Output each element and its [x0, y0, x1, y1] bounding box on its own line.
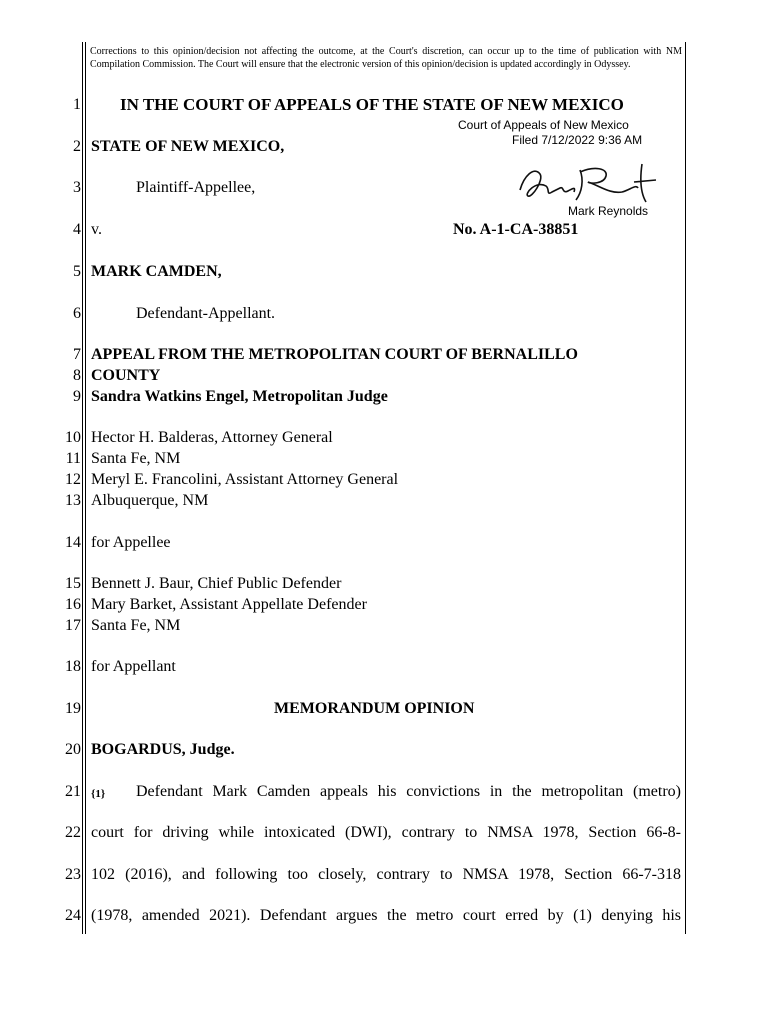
opinion-text-line: 102 (2016), and following too closely, contrary to NMSA 1978, Section 66-7-318	[91, 866, 681, 883]
signature-image	[510, 158, 660, 208]
line-number: 20	[65, 741, 81, 758]
appellee-counsel-line: Hector H. Balderas, Attorney General	[91, 429, 333, 446]
opinion-text-line: Defendant Mark Camden appeals his convictions in the metropolitan (metro)	[136, 783, 681, 800]
line-number: 19	[65, 700, 81, 717]
opinion-author: BOGARDUS, Judge.	[91, 741, 235, 758]
appellee-counsel-line: Santa Fe, NM	[91, 450, 181, 467]
line-number: 5	[73, 263, 81, 280]
defendant-name: MARK CAMDEN,	[91, 263, 222, 280]
signature-name: Mark Reynolds	[568, 204, 649, 218]
line-number: 13	[65, 492, 81, 509]
line-number: 7	[73, 346, 81, 363]
plaintiff-role: Plaintiff-Appellee,	[136, 179, 256, 196]
for-appellee: for Appellee	[91, 534, 171, 551]
filing-stamp-court: Court of Appeals of New Mexico	[458, 118, 629, 132]
appellee-counsel-line: Albuquerque, NM	[91, 492, 209, 509]
appellant-counsel-line: Santa Fe, NM	[91, 617, 181, 634]
filing-stamp-filed: Filed 7/12/2022 9:36 AM	[512, 133, 643, 147]
line-number: 8	[73, 367, 81, 384]
left-margin-rule-outer	[82, 42, 83, 934]
appeal-line-1: APPEAL FROM THE METROPOLITAN COURT OF BERNALILLO	[91, 346, 578, 363]
line-number: 2	[73, 138, 81, 155]
for-appellant: for Appellant	[91, 658, 176, 675]
corrections-notice: Corrections to this opinion/decision not affecting the outcome, at the Court's discretion, can occur up to the time of publication with NM Compilation Commission. The Court will ensure that the electronic version of this opinion/decision is updated accordingly in Odyssey.	[90, 46, 682, 70]
line-number: 12	[65, 471, 81, 488]
line-number: 11	[65, 450, 81, 467]
versus: v.	[91, 221, 102, 238]
line-number: 6	[73, 305, 81, 322]
appellant-counsel-line: Bennett J. Baur, Chief Public Defender	[91, 575, 342, 592]
opinion-text-line: court for driving while intoxicated (DWI), contrary to NMSA 1978, Section 66-8-	[91, 824, 681, 841]
line-number: 14	[65, 534, 81, 551]
trial-judge: Sandra Watkins Engel, Metropolitan Judge	[91, 388, 388, 405]
line-number: 9	[73, 388, 81, 405]
plaintiff-name: STATE OF NEW MEXICO,	[91, 138, 285, 155]
opinion-text-line: (1978, amended 2021). Defendant argues the metro court erred by (1) denying his	[91, 907, 681, 924]
line-number: 24	[65, 907, 81, 924]
line-number: 17	[65, 617, 81, 634]
defendant-role: Defendant-Appellant.	[136, 305, 276, 322]
appellee-counsel-line: Meryl E. Francolini, Assistant Attorney General	[91, 471, 399, 488]
paragraph-marker: {1}	[91, 788, 106, 800]
line-number: 3	[73, 179, 81, 196]
court-title: IN THE COURT OF APPEALS OF THE STATE OF NEW MEXICO	[120, 95, 624, 114]
line-number: 23	[65, 866, 81, 883]
line-number: 1	[73, 96, 81, 113]
line-number: 21	[65, 783, 81, 800]
line-number: 15	[65, 575, 81, 592]
line-number: 22	[65, 824, 81, 841]
appellant-counsel-line: Mary Barket, Assistant Appellate Defender	[91, 596, 367, 613]
line-number: 16	[65, 596, 81, 613]
left-margin-rule-inner	[85, 42, 86, 934]
appeal-line-2: COUNTY	[91, 367, 161, 384]
right-margin-rule	[685, 42, 686, 934]
line-number: 18	[65, 658, 81, 675]
case-number: No. A-1-CA-38851	[453, 221, 579, 238]
line-number: 4	[73, 221, 81, 238]
line-number: 10	[65, 429, 81, 446]
opinion-heading: MEMORANDUM OPINION	[274, 700, 475, 717]
